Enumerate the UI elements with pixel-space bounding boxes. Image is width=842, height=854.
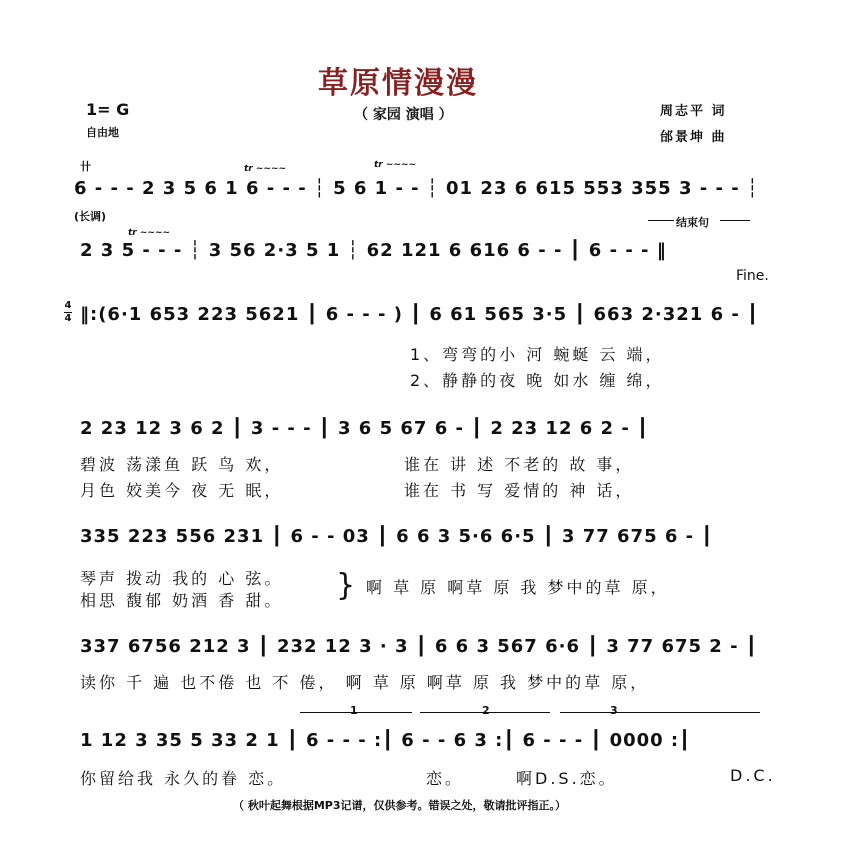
notation-row: ‖:(6·1 653 223 5621 ┃ 6 - - - ) ┃ 6 61 565 3·5 ┃ 663 2·321 6 - ┃ [80, 304, 759, 325]
fermata-mark: 卄 [80, 160, 91, 173]
notation-row: 2 23 12 3 6 2 ┃ 3 - - - ┃ 3 6 5 67 6 - ┃ 2 23 12 6 2 - ┃ [80, 418, 649, 439]
notation-row: 6 - - - 2 3 5 6 1 6 - - - ┆ 5 6 1 - - ┆ 01 23 6 615 553 355 3 - - - ┆ [74, 178, 759, 199]
fine-mark: Fine. [736, 268, 769, 284]
trill-mark: tr ~~~~ [128, 228, 171, 238]
volta-bracket [560, 712, 760, 713]
verse-brace: } [336, 568, 356, 603]
notation-row: 335 223 556 231 ┃ 6 - - 03 ┃ 6 6 3 5·6 6·5 ┃ 3 77 675 6 - ┃ [80, 526, 714, 547]
lyric-line: 碧波 荡漾鱼 跃 鸟 欢， [80, 455, 284, 474]
lyricist-credit: 周志平 词 [660, 104, 727, 119]
lyric-line: 恋。 [426, 769, 465, 788]
song-title: 草原情漫漫 [318, 66, 478, 101]
lyric-line: 谁在 书 写 爱情的 神 话， [404, 481, 635, 500]
tempo-marking: 自由地 [86, 126, 119, 139]
lyric-line: 相思 馥郁 奶酒 香 甜。 [80, 591, 284, 610]
lyric-line: 谁在 讲 述 不老的 故 事， [404, 455, 635, 474]
volta-number: 2 [482, 704, 490, 717]
lyric-line: 月色 姣美今 夜 无 眠， [80, 481, 284, 500]
lyric-line: 2、静静的夜 晚 如水 缠 绵， [410, 371, 665, 390]
long-tone-mark: (长调) [74, 210, 107, 223]
volta-number: 3 [610, 704, 618, 717]
transcription-note: （ 秋叶起舞根据MP3记谱，仅供参考。错误之处，敬请批评指正。） [233, 799, 566, 812]
time-signature: 4 4 [64, 300, 72, 324]
volta-number: 1 [350, 704, 358, 717]
lyric-line: D.C. [730, 766, 776, 785]
singer-credit: （ 家园 演唱 ） [354, 107, 453, 123]
notation-row: 1 12 3 35 5 33 2 1 ┃ 6 - - - :┃ 6 - - 6 3 :┃ 6 - - - ┃ 0000 :┃ [80, 730, 691, 751]
trill-mark: tr ~~~~ [244, 164, 287, 174]
ending-bracket-line [648, 220, 674, 221]
trill-mark: tr ~~~~ [374, 160, 417, 170]
lyric-line: 琴声 拨动 我的 心 弦。 [80, 569, 284, 588]
lyric-line: 读你 千 遍 也不倦 也 不 倦， 啊 草 原 啊草 原 我 梦中的草 原， [80, 673, 650, 692]
notation-row: 337 6756 212 3 ┃ 232 12 3 · 3 ┃ 6 6 3 567 6·6 ┃ 3 77 675 2 - ┃ [80, 636, 758, 657]
notation-row: 2 3 5 - - - ┆ 3 56 2·3 5 1 ┆ 62 121 6 616 6 - - ┃ 6 - - - ‖ [80, 240, 667, 261]
key-signature: 1= G [86, 100, 130, 119]
lyric-line: 啊D.S.恋。 [516, 769, 618, 788]
ending-bracket-line [720, 220, 750, 221]
ending-phrase-label: 结束句 [676, 216, 709, 229]
lyric-line: 1、弯弯的小 河 蜿蜒 云 端， [410, 345, 665, 364]
composer-credit: 邰景坤 曲 [660, 130, 727, 145]
lyric-line: 啊 草 原 啊草 原 我 梦中的草 原， [366, 578, 670, 597]
lyric-line: 你留给我 永久的眷 恋。 [80, 769, 287, 788]
